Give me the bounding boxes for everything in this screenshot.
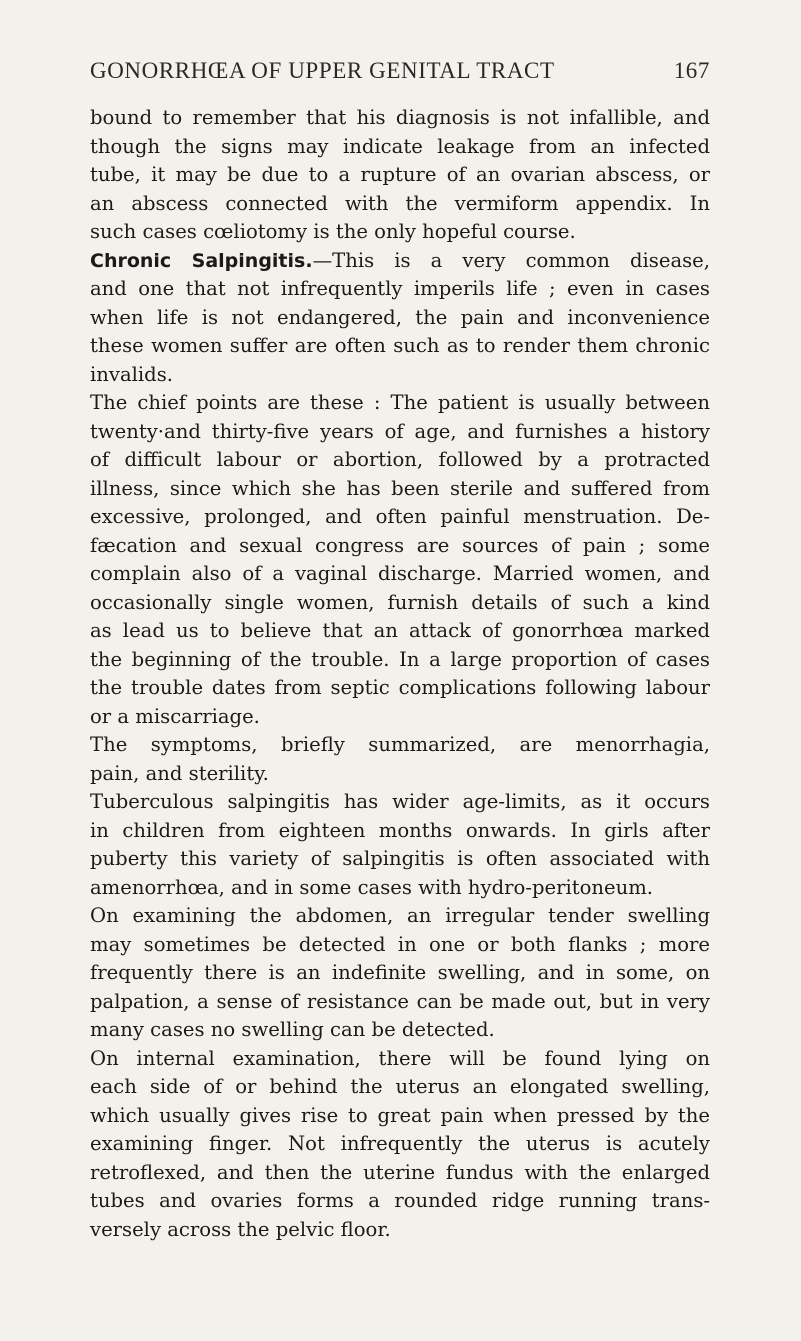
running-header [90,58,710,90]
text-line: examining finger. Not infrequently the uterus is acutely [90,1132,710,1155]
text-line: tube, it may be due to a rupture of an ovarian abscess, or [90,163,710,186]
heading-continuation: —This is a very common disease, [312,248,711,272]
paragraph [90,902,710,1045]
text-line: an abscess connected with the vermiform appendix. In [90,191,710,215]
text-line: On examining the abdomen, an irregular tender swelling [90,904,710,927]
paragraph [90,1045,710,1245]
text-line: Tuberculous salpingitis has wider age-limits, as it occurs [90,790,710,813]
text-line: or a miscarriage. [90,704,260,728]
text-line: puberty this variety of salpingitis is often associated with [90,847,710,870]
text-line: though the signs may indicate leakage from an infected [90,134,710,158]
text-line: retroflexed, and then the uterine fundus with the enlarged [90,1160,710,1184]
body-text [90,104,710,1244]
text-line: frequently there is an indefinite swelling, and in some, on [90,961,710,984]
text-line: pain, and sterility. [90,761,269,785]
text-line: occasionally single women, furnish details of such a kind [90,590,710,614]
paragraph [90,389,710,731]
text-line: in children from eighteen months onwards. In girls after [90,818,710,842]
paragraph [90,788,710,902]
text-line: many cases no swelling can be detected. [90,1018,495,1041]
text-line: each side of or behind the uterus an elongated swelling, [90,1075,710,1098]
text-line: when life is not endangered, the pain and inconvenience [90,305,710,329]
text-line: and one that not infrequently imperils life ; even in cases [90,277,710,300]
text-line: the trouble dates from septic complications following labour [90,676,710,699]
text-line [90,247,710,276]
text-line: twenty·and thirty-five years of age, and furnishes a history [90,419,710,443]
text-line: fæcation and sexual congress are sources of pain ; some [90,533,710,557]
text-line: the beginning of the trouble. In a large proportion of cases [90,647,710,671]
text-line: which usually gives rise to great pain when pressed by the [90,1103,710,1127]
section-heading: Chronic Salpingitis. [90,249,313,272]
text-line: illness, since which she has been sterile and suffered from [90,476,710,500]
text-line: amenorrhœa, and in some cases with hydro-peritoneum. [90,875,654,899]
text-line: invalids. [90,362,173,386]
text-line: The chief points are these : The patient is usually between [90,391,710,414]
text-line: such cases cœliotomy is the only hopeful course. [90,220,576,243]
text-line: excessive, prolonged, and often painful menstruation. De- [90,505,710,528]
text-line: versely across the pelvic floor. [90,1217,391,1241]
text-line: bound to remember that his diagnosis is not infallible, and [90,106,710,129]
text-line: may sometimes be detected in one or both flanks ; more [90,932,710,956]
paragraph [90,247,710,390]
text-line: On internal examination, there will be found lying on [90,1046,710,1070]
paragraph [90,104,710,247]
text-line: tubes and ovaries forms a rounded ridge running trans- [90,1189,710,1212]
text-line: as lead us to believe that an attack of gonorrhœa marked [90,619,710,642]
text-line: these women suffer are often such as to render them chronic [90,334,710,357]
page-number: 167 [673,58,710,83]
text-line: of difficult labour or abortion, followed by a protracted [90,448,710,471]
text-line: The symptoms, briefly summarized, are menorrhagia, [90,733,710,756]
running-title: GONORRHŒA OF UPPER GENITAL TRACT [90,58,555,83]
paragraph [90,731,710,788]
text-line: palpation, a sense of resistance can be made out, but in very [90,989,710,1013]
text-line: complain also of a vaginal discharge. Married women, and [90,562,710,585]
